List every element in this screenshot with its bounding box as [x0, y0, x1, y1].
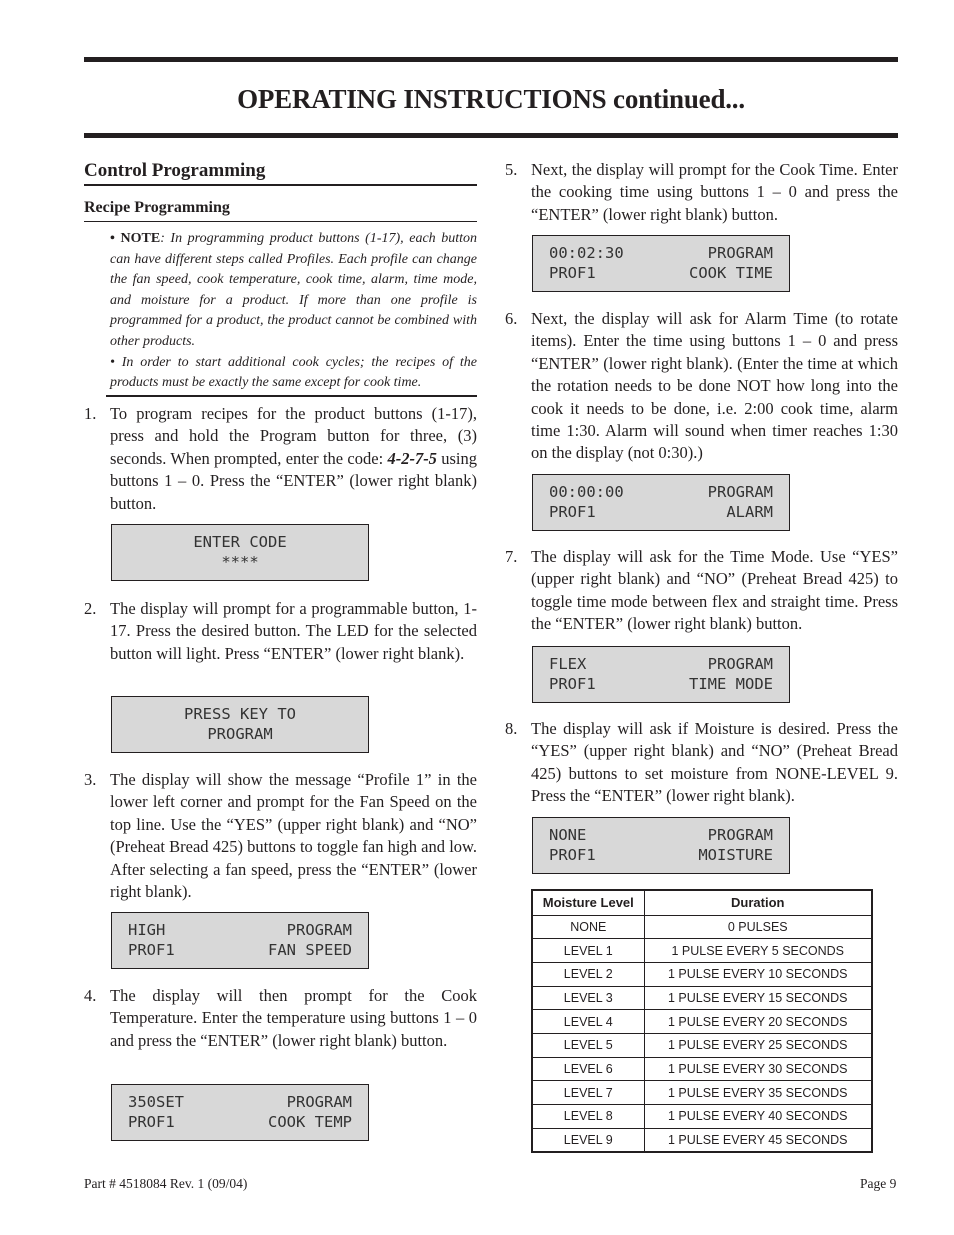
lcd-enter-code [111, 524, 369, 581]
duration: 1 PULSE EVERY 25 SECONDS [644, 1033, 872, 1057]
moisture-level: NONE [532, 915, 644, 939]
lcd-cook-time [532, 235, 790, 292]
lcd-setting: COOK TEMP [268, 1113, 352, 1131]
lcd-mode: PROGRAM [286, 1093, 352, 1111]
lcd-value: HIGH [128, 921, 166, 939]
step-text: The display will ask for the Time Mode. Use “YES” (upper right blank) and “NO” (Preheat Bread 425) to toggle time mode between flex and straight time. Press the “ENTER” (lower right blank) button. [531, 547, 898, 634]
moisture-level: LEVEL 3 [532, 986, 644, 1010]
lcd-profile: PROF1 [549, 503, 596, 521]
lcd-line: ENTER CODE [193, 533, 287, 551]
lcd-value: 350SET [128, 1093, 184, 1111]
step-text: The display will prompt for a programmable button, 1-17. Press the desired button. The LED for the selected button will light. Press “ENTER” (lower right blank). [110, 599, 477, 663]
lcd-value: NONE [549, 826, 587, 844]
lcd-cook-temp [111, 1084, 369, 1141]
lcd-line [549, 263, 773, 283]
table-row [532, 1010, 872, 1034]
duration: 1 PULSE EVERY 20 SECONDS [644, 1010, 872, 1034]
lcd-line [549, 502, 773, 522]
lcd-setting: ALARM [726, 503, 773, 521]
step-number: 3. [84, 770, 97, 789]
duration: 1 PULSE EVERY 35 SECONDS [644, 1081, 872, 1105]
step-6 [505, 308, 898, 465]
lcd-line [128, 1092, 352, 1112]
lcd-line: PRESS KEY TO [184, 705, 296, 723]
moisture-level: LEVEL 4 [532, 1010, 644, 1034]
lcd-line [549, 243, 773, 263]
subsection-title: Recipe Programming [84, 199, 477, 222]
lcd-line [549, 654, 773, 674]
lcd-line [549, 482, 773, 502]
note-label: NOTE [120, 231, 161, 246]
lcd-profile: PROF1 [128, 941, 175, 959]
duration: 1 PULSE EVERY 10 SECONDS [644, 962, 872, 986]
step-text: To program recipes for the product buttons (1-17), press and hold the Program button for three, (3) seconds. When prompted, enter the code: [110, 404, 477, 468]
note-bullet: • [110, 231, 115, 246]
moisture-level: LEVEL 7 [532, 1081, 644, 1105]
lcd-line [549, 825, 773, 845]
step-number: 8. [505, 719, 518, 738]
step-text: Next, the display will ask for Alarm Time (to rotate items). Enter the time using buttons 1 – 0 and press “ENTER” (lower right blank). (Enter the time at which the rotation needs to be done NOT how long into the cook it needs to be done, i.e. 2:00 cook time, alarm time 1:30. Alarm will sound when timer reaches 1:30 on the display (not 0:30).) [531, 309, 898, 463]
lcd-mode: PROGRAM [707, 483, 773, 501]
step-number: 4. [84, 986, 97, 1005]
step-5 [505, 159, 898, 226]
step-text: Next, the display will prompt for the Cook Time. Enter the cooking time using buttons 1 – 0 and press the “ENTER” (lower right blank) button. [531, 160, 898, 224]
lcd-setting: FAN SPEED [268, 941, 352, 959]
table-row [532, 915, 872, 939]
column-header: Moisture Level [532, 890, 644, 915]
step-2 [84, 598, 477, 665]
lcd-line: **** [221, 553, 259, 571]
duration: 1 PULSE EVERY 15 SECONDS [644, 986, 872, 1010]
lcd-line [128, 920, 352, 940]
table-row [532, 1128, 872, 1152]
step-text: The display will ask if Moisture is desired. Press the “YES” (upper right blank) and “NO” (Preheat Bread 425) buttons to set moisture from NONE-LEVEL 9. Press the “ENTER” (lower right blank). [531, 719, 898, 806]
lcd-profile: PROF1 [549, 846, 596, 864]
lcd-setting: TIME MODE [689, 675, 773, 693]
duration: 1 PULSE EVERY 5 SECONDS [644, 939, 872, 963]
step-7 [505, 546, 898, 636]
lcd-setting: MOISTURE [698, 846, 773, 864]
table-header-row [532, 890, 872, 915]
page-number: Page 9 [860, 1176, 897, 1191]
page-title: OPERATING INSTRUCTIONS continued... [237, 84, 745, 114]
step-number: 7. [505, 547, 518, 566]
duration: 0 PULSES [644, 915, 872, 939]
lcd-setting: COOK TIME [689, 264, 773, 282]
step-4 [84, 985, 477, 1052]
header-bottom-rule [84, 133, 898, 138]
program-code: 4-2-7-5 [387, 448, 437, 468]
step-number: 1. [84, 404, 97, 423]
duration: 1 PULSE EVERY 45 SECONDS [644, 1128, 872, 1152]
moisture-level: LEVEL 2 [532, 962, 644, 986]
step-8 [505, 718, 898, 808]
duration: 1 PULSE EVERY 40 SECONDS [644, 1105, 872, 1129]
lcd-line: PROGRAM [207, 725, 273, 743]
lcd-mode: PROGRAM [707, 244, 773, 262]
moisture-level: LEVEL 1 [532, 939, 644, 963]
duration: 1 PULSE EVERY 30 SECONDS [644, 1057, 872, 1081]
lcd-moisture [532, 817, 790, 874]
lcd-line [549, 674, 773, 694]
lcd-alarm [532, 474, 790, 531]
part-number: Part # 4518084 Rev. 1 (09/04) [84, 1176, 248, 1191]
table-row [532, 962, 872, 986]
step-3 [84, 769, 477, 903]
lcd-value: 00:02:30 [549, 244, 624, 262]
lcd-press-key [111, 696, 369, 753]
moisture-table [531, 889, 873, 1153]
lcd-value: 00:00:00 [549, 483, 624, 501]
table-row [532, 1081, 872, 1105]
moisture-level: LEVEL 6 [532, 1057, 644, 1081]
header-top-rule [84, 57, 898, 62]
lcd-profile: PROF1 [549, 264, 596, 282]
step-text: The display will show the message “Profile 1” in the lower left corner and prompt for the Fan Speed on the top line. Use the “YES” (upper right blank) and “NO” (Preheat Bread 425) buttons to toggle fan high and low. After selecting a fan speed, press the “ENTER” (lower right blank). [110, 770, 477, 902]
lcd-fan-speed [111, 912, 369, 969]
column-header: Duration [644, 890, 872, 915]
table-row [532, 986, 872, 1010]
lcd-line [549, 845, 773, 865]
lcd-line [128, 940, 352, 960]
step-text: using buttons 1 – 0. Press the “ENTER” (lower right blank) button. [110, 448, 477, 513]
moisture-level: LEVEL 9 [532, 1128, 644, 1152]
note-block [110, 229, 477, 394]
moisture-level: LEVEL 5 [532, 1033, 644, 1057]
step-1 [84, 403, 477, 515]
step-text: The display will then prompt for the Cook Temperature. Enter the temperature using buttons 1 – 0 and press the “ENTER” (lower right blank) button. [110, 986, 477, 1050]
step-number: 5. [505, 160, 518, 179]
lcd-mode: PROGRAM [286, 921, 352, 939]
moisture-level: LEVEL 8 [532, 1105, 644, 1129]
table-row [532, 939, 872, 963]
table-row [532, 1057, 872, 1081]
note-rule [106, 395, 477, 397]
lcd-value: FLEX [549, 655, 587, 673]
note-text: : In programming product buttons (1-17), each button can have different steps called Profiles. Each profile can change the fan speed, cook temperature, cook time, alarm, time mode, and moisture for a product. If more than one profile is programmed for a product, the product cannot be combined with other products. [110, 231, 478, 349]
lcd-line [128, 1112, 352, 1132]
table-row [532, 1033, 872, 1057]
lcd-mode: PROGRAM [707, 655, 773, 673]
lcd-time-mode [532, 646, 790, 703]
step-number: 6. [505, 309, 518, 328]
note-text-2: • In order to start additional cook cycles; the recipes of the products must be exactly the same except for cook time. [110, 354, 477, 391]
lcd-profile: PROF1 [549, 675, 596, 693]
table-row [532, 1105, 872, 1129]
step-number: 2. [84, 599, 97, 618]
section-title: Control Programming [84, 160, 477, 186]
lcd-mode: PROGRAM [707, 826, 773, 844]
lcd-profile: PROF1 [128, 1113, 175, 1131]
